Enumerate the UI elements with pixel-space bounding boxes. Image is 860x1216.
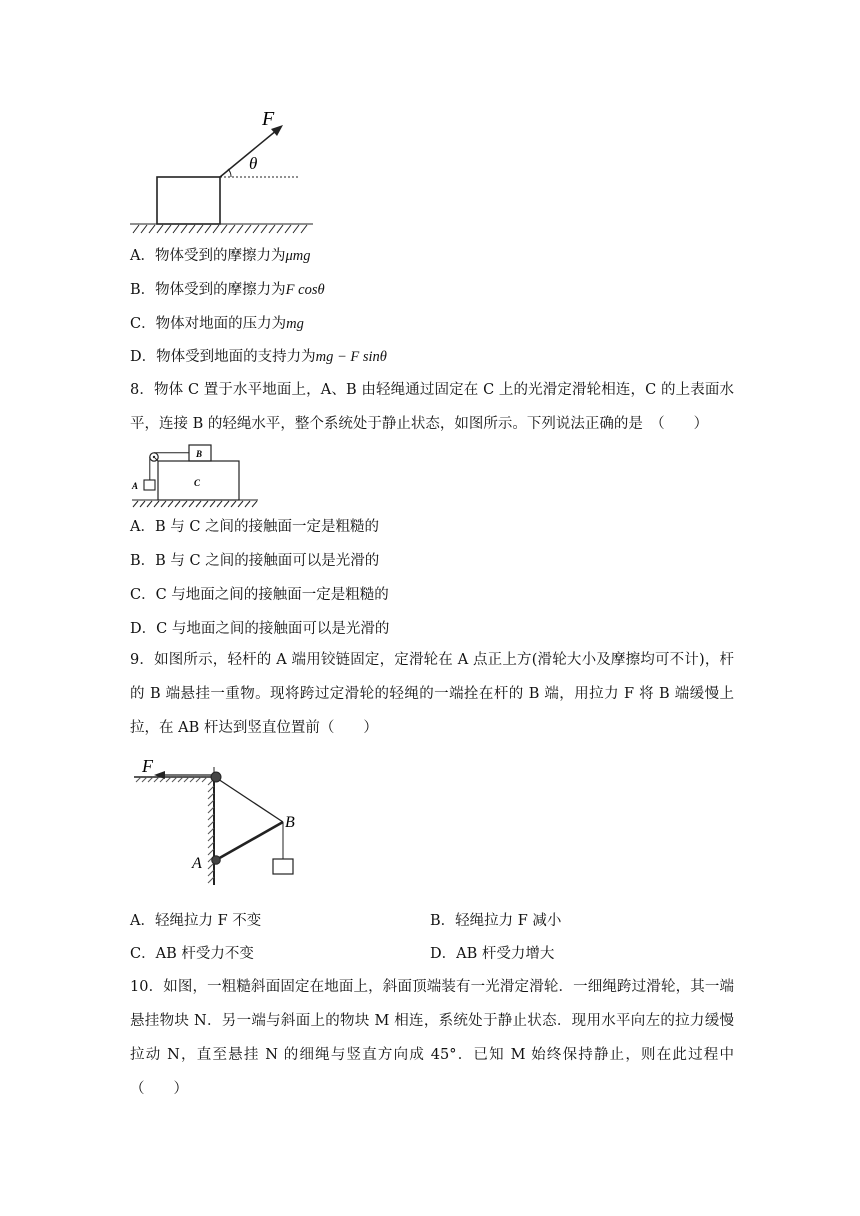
label-a: A bbox=[132, 481, 139, 491]
figure-block-force bbox=[125, 105, 320, 240]
label-b: B bbox=[285, 814, 295, 831]
label-b: B bbox=[196, 449, 203, 459]
option-math: F cosθ bbox=[285, 282, 325, 298]
q9-option-c: C．AB 杆受力不变 bbox=[130, 946, 254, 962]
q8-option-b: B．B 与 C 之间的接触面可以是光滑的 bbox=[130, 553, 380, 569]
option-letter: D． bbox=[130, 349, 157, 365]
q7-option-a bbox=[130, 246, 310, 266]
ground-hatching bbox=[130, 224, 313, 233]
q8-option-d: D．C 与地面之间的接触面可以是光滑的 bbox=[130, 621, 390, 637]
option-text: 物体受到地面的支持力为 bbox=[156, 349, 316, 365]
block bbox=[157, 177, 220, 224]
force-label-f: F bbox=[142, 756, 153, 776]
rod-ab bbox=[216, 822, 283, 860]
q8-stem: 8．物体 C 置于水平地面上，A、B 由轻绳通过固定在 C 上的光滑定滑轮相连，C 的上表面水平，连接 B 的轻绳水平，整个系统处于静止状态，如图所示。下列说法正确的是 （ ） bbox=[130, 382, 734, 432]
block-a bbox=[144, 480, 155, 490]
option-text: 物体对地面的压力为 bbox=[155, 316, 287, 332]
q7-option-b bbox=[130, 280, 325, 300]
angle-label-theta: θ bbox=[249, 154, 258, 173]
q10-stem: 10．如图，一粗糙斜面固定在地面上，斜面顶端装有一光滑定滑轮．一细绳跨过滑轮，其一端悬挂物块 N．另一端与斜面上的物块 M 相连，系统处于静止状态．现用水平向左的拉力缓慢拉动 N，直至悬挂 N 的细绳与竖直方向成 45°．已知 M 始终保持静止，则在此过程中（ ） bbox=[130, 979, 734, 1097]
q7-option-c bbox=[130, 314, 304, 334]
angle-arc bbox=[228, 169, 231, 177]
q9-option-b: B．轻绳拉力 F 减小 bbox=[430, 913, 562, 929]
option-math: μmg bbox=[285, 248, 311, 264]
option-letter: A． bbox=[130, 248, 155, 264]
q9-option-d: D．AB 杆受力增大 bbox=[430, 946, 555, 962]
option-letter: C． bbox=[130, 316, 156, 332]
hanging-weight bbox=[273, 859, 293, 874]
figure-pulley-blocks bbox=[130, 440, 260, 512]
pulley bbox=[211, 772, 221, 782]
q9-stem: 9．如图所示，轻杆的 A 端用铰链固定，定滑轮在 A 点正上方(滑轮大小及摩擦均可不计)，杆的 B 端悬挂一重物。现将跨过定滑轮的轻绳的一端拴在杆的 B 端，用拉力 F 将 B 端缓慢上拉，在 AB 杆达到竖直位置前（ ） bbox=[130, 652, 734, 736]
option-text: 物体受到的摩擦力为 bbox=[155, 282, 286, 298]
option-text: 物体受到的摩擦力为 bbox=[154, 248, 286, 264]
q8-option-c: C．C 与地面之间的接触面一定是粗糙的 bbox=[130, 587, 389, 603]
hinge-a bbox=[212, 856, 221, 865]
q9-option-a: A．轻绳拉力 F 不变 bbox=[130, 913, 262, 929]
pulley-axle bbox=[153, 456, 155, 458]
option-math: mg bbox=[286, 316, 304, 332]
force-label-f: F bbox=[262, 108, 275, 130]
label-a: A bbox=[192, 855, 202, 872]
q8-option-a: A．B 与 C 之间的接触面一定是粗糙的 bbox=[130, 519, 380, 535]
q7-option-d bbox=[130, 347, 387, 367]
option-math: mg − F sinθ bbox=[315, 349, 387, 365]
figure-rod-pulley bbox=[130, 755, 310, 885]
option-letter: B． bbox=[130, 282, 156, 298]
label-c: C bbox=[194, 478, 201, 488]
rope-to-b bbox=[218, 779, 283, 822]
